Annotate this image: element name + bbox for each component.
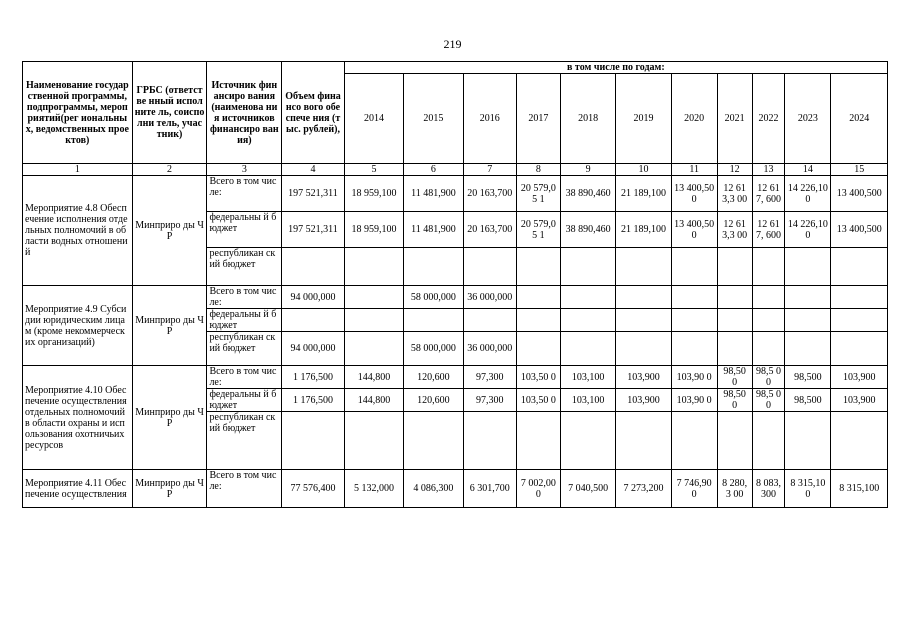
header-volume: Объем финансо вого обеспече ния (тыс. рублей), xyxy=(282,62,345,164)
grbs-cell: Минприро ды ЧР xyxy=(132,286,207,366)
year-value-cell xyxy=(785,286,831,309)
year-value-cell: 20 579,05 1 xyxy=(516,212,560,248)
year-value-cell: 103,900 xyxy=(616,366,671,389)
volume-cell: 94 000,000 xyxy=(282,286,345,309)
volume-cell xyxy=(282,309,345,332)
source-cell: Всего в том числе: xyxy=(207,470,282,508)
column-number: 2 xyxy=(132,164,207,176)
year-value-cell xyxy=(831,248,888,286)
year-value-cell: 21 189,100 xyxy=(616,212,671,248)
year-value-cell: 120,600 xyxy=(404,389,463,412)
volume-cell: 197 521,311 xyxy=(282,176,345,212)
year-value-cell: 38 890,460 xyxy=(560,212,615,248)
year-value-cell: 103,900 xyxy=(831,366,888,389)
year-value-cell xyxy=(717,309,752,332)
year-value-cell xyxy=(516,332,560,366)
year-value-cell: 98,500 xyxy=(785,366,831,389)
year-value-cell: 13 400,500 xyxy=(831,212,888,248)
year-value-cell: 20 163,700 xyxy=(463,212,516,248)
source-cell: Всего в том числе: xyxy=(207,366,282,389)
volume-cell xyxy=(282,412,345,470)
header-year: 2024 xyxy=(831,74,888,164)
header-year: 2020 xyxy=(671,74,717,164)
year-value-cell: 11 481,900 xyxy=(404,176,463,212)
year-value-cell xyxy=(785,412,831,470)
header-year: 2018 xyxy=(560,74,615,164)
column-number: 9 xyxy=(560,164,615,176)
year-value-cell: 98,500 xyxy=(785,389,831,412)
year-value-cell: 38 890,460 xyxy=(560,176,615,212)
column-number: 4 xyxy=(282,164,345,176)
year-value-cell xyxy=(344,412,403,470)
year-value-cell: 103,50 0 xyxy=(516,366,560,389)
column-number: 1 xyxy=(23,164,133,176)
header-year: 2021 xyxy=(717,74,752,164)
year-value-cell: 144,800 xyxy=(344,366,403,389)
table-row xyxy=(23,470,888,508)
year-value-cell xyxy=(560,332,615,366)
year-value-cell xyxy=(671,309,717,332)
year-value-cell xyxy=(831,309,888,332)
header-year: 2017 xyxy=(516,74,560,164)
year-value-cell: 13 400,500 xyxy=(831,176,888,212)
page-number: 219 xyxy=(443,37,462,51)
year-value-cell: 103,90 0 xyxy=(671,366,717,389)
measure-name: Мероприятие 4.10 Обеспечение осуществления отдельных полномочий в области охраны и использования охотничьих ресурсов xyxy=(23,366,133,470)
year-value-cell: 36 000,000 xyxy=(463,286,516,309)
year-value-cell xyxy=(344,286,403,309)
column-number: 14 xyxy=(785,164,831,176)
column-number: 15 xyxy=(831,164,888,176)
volume-cell: 94 000,000 xyxy=(282,332,345,366)
source-cell: Всего в том числе: xyxy=(207,176,282,212)
column-number: 6 xyxy=(404,164,463,176)
year-value-cell: 12 613,3 00 xyxy=(717,176,752,212)
header-year: 2015 xyxy=(404,74,463,164)
column-number: 13 xyxy=(752,164,785,176)
header-year: 2014 xyxy=(344,74,403,164)
year-value-cell: 13 400,50 0 xyxy=(671,176,717,212)
year-value-cell xyxy=(717,248,752,286)
year-value-cell: 103,50 0 xyxy=(516,389,560,412)
header-year: 2016 xyxy=(463,74,516,164)
year-value-cell xyxy=(831,286,888,309)
year-value-cell xyxy=(752,412,785,470)
year-value-cell: 5 132,000 xyxy=(344,470,403,508)
measure-name: Мероприятие 4.11 Обеспечение осуществления xyxy=(23,470,133,508)
year-value-cell xyxy=(752,248,785,286)
measure-name: Мероприятие 4.8 Обеспечение исполнения отдельных полномочий в области водных отношений xyxy=(23,176,133,286)
year-value-cell xyxy=(752,309,785,332)
year-value-cell: 7 040,500 xyxy=(560,470,615,508)
volume-cell: 197 521,311 xyxy=(282,212,345,248)
year-value-cell xyxy=(671,332,717,366)
column-number: 11 xyxy=(671,164,717,176)
year-value-cell: 14 226,10 0 xyxy=(785,176,831,212)
source-cell: республикан ский бюджет xyxy=(207,412,282,470)
year-value-cell: 11 481,900 xyxy=(404,212,463,248)
volume-cell: 1 176,500 xyxy=(282,366,345,389)
year-value-cell: 6 301,700 xyxy=(463,470,516,508)
year-value-cell xyxy=(344,332,403,366)
year-value-cell: 98,5 00 xyxy=(752,389,785,412)
year-value-cell: 58 000,000 xyxy=(404,286,463,309)
year-value-cell: 12 617, 600 xyxy=(752,176,785,212)
volume-cell: 77 576,400 xyxy=(282,470,345,508)
header-name: Наименование государственной программы, подпрограммы, мероприятий(рег иональных, ведомственных проектов) xyxy=(23,62,133,164)
year-value-cell: 8 315,100 xyxy=(831,470,888,508)
year-value-cell xyxy=(671,286,717,309)
source-cell: федеральны й бюджет xyxy=(207,309,282,332)
header-by-years: в том числе по годам: xyxy=(344,62,887,74)
year-value-cell xyxy=(516,286,560,309)
year-value-cell: 7 273,200 xyxy=(616,470,671,508)
year-value-cell: 4 086,300 xyxy=(404,470,463,508)
year-value-cell: 98,50 0 xyxy=(717,366,752,389)
grbs-cell: Минприро ды ЧР xyxy=(132,176,207,286)
volume-cell xyxy=(282,248,345,286)
source-cell: федеральны й бюджет xyxy=(207,212,282,248)
year-value-cell: 18 959,100 xyxy=(344,212,403,248)
year-value-cell xyxy=(463,412,516,470)
source-cell: федеральны й бюджет xyxy=(207,389,282,412)
year-value-cell: 58 000,000 xyxy=(404,332,463,366)
header-source: Источник финансиро вания (наименова ния источников финансиро вания) xyxy=(207,62,282,164)
year-value-cell xyxy=(616,309,671,332)
year-value-cell xyxy=(463,248,516,286)
year-value-cell: 103,900 xyxy=(831,389,888,412)
year-value-cell: 144,800 xyxy=(344,389,403,412)
year-value-cell xyxy=(717,412,752,470)
year-value-cell: 120,600 xyxy=(404,366,463,389)
column-number: 7 xyxy=(463,164,516,176)
year-value-cell: 7 002,00 0 xyxy=(516,470,560,508)
header-grbs: ГРБС (ответстве нный исполните ль, соисполни тель, участник) xyxy=(132,62,207,164)
year-value-cell: 98,5 00 xyxy=(752,366,785,389)
column-number: 5 xyxy=(344,164,403,176)
measure-name: Мероприятие 4.9 Субсидии юридическим лицам (кроме некоммерческих организаций) xyxy=(23,286,133,366)
column-number: 8 xyxy=(516,164,560,176)
year-value-cell xyxy=(344,248,403,286)
column-number: 3 xyxy=(207,164,282,176)
year-value-cell: 8 280,3 00 xyxy=(717,470,752,508)
year-value-cell: 103,100 xyxy=(560,389,615,412)
year-value-cell: 21 189,100 xyxy=(616,176,671,212)
year-value-cell: 12 617, 600 xyxy=(752,212,785,248)
grbs-cell: Минприро ды ЧР xyxy=(132,470,207,508)
year-value-cell xyxy=(785,309,831,332)
header-year: 2023 xyxy=(785,74,831,164)
table-row xyxy=(23,176,888,212)
year-value-cell xyxy=(785,332,831,366)
year-value-cell: 97,300 xyxy=(463,366,516,389)
year-value-cell: 13 400,50 0 xyxy=(671,212,717,248)
source-cell: республикан ский бюджет xyxy=(207,332,282,366)
year-value-cell xyxy=(785,248,831,286)
year-value-cell: 8 083, 300 xyxy=(752,470,785,508)
year-value-cell xyxy=(671,248,717,286)
table-row xyxy=(23,366,888,389)
year-value-cell: 97,300 xyxy=(463,389,516,412)
year-value-cell: 12 613,3 00 xyxy=(717,212,752,248)
year-value-cell xyxy=(831,332,888,366)
year-value-cell: 14 226,10 0 xyxy=(785,212,831,248)
year-value-cell xyxy=(752,286,785,309)
year-value-cell xyxy=(404,412,463,470)
year-value-cell xyxy=(516,412,560,470)
year-value-cell xyxy=(516,248,560,286)
year-value-cell xyxy=(463,309,516,332)
year-value-cell xyxy=(560,412,615,470)
year-value-cell: 20 163,700 xyxy=(463,176,516,212)
year-value-cell: 7 746,90 0 xyxy=(671,470,717,508)
year-value-cell xyxy=(404,309,463,332)
source-cell: Всего в том числе: xyxy=(207,286,282,309)
year-value-cell xyxy=(671,412,717,470)
year-value-cell: 20 579,05 1 xyxy=(516,176,560,212)
year-value-cell xyxy=(560,286,615,309)
year-value-cell xyxy=(516,309,560,332)
header-year: 2019 xyxy=(616,74,671,164)
year-value-cell xyxy=(616,286,671,309)
year-value-cell: 103,900 xyxy=(616,389,671,412)
column-number: 10 xyxy=(616,164,671,176)
year-value-cell xyxy=(717,286,752,309)
year-value-cell xyxy=(616,332,671,366)
header-year: 2022 xyxy=(752,74,785,164)
year-value-cell: 98,50 0 xyxy=(717,389,752,412)
source-cell: республикан ский бюджет xyxy=(207,248,282,286)
year-value-cell xyxy=(404,248,463,286)
year-value-cell xyxy=(616,248,671,286)
year-value-cell xyxy=(717,332,752,366)
year-value-cell xyxy=(616,412,671,470)
year-value-cell xyxy=(831,412,888,470)
year-value-cell: 18 959,100 xyxy=(344,176,403,212)
year-value-cell xyxy=(752,332,785,366)
financing-table xyxy=(22,61,888,508)
year-value-cell: 103,100 xyxy=(560,366,615,389)
table-row xyxy=(23,286,888,309)
year-value-cell xyxy=(344,309,403,332)
grbs-cell: Минприро ды ЧР xyxy=(132,366,207,470)
year-value-cell xyxy=(560,248,615,286)
year-value-cell xyxy=(560,309,615,332)
column-number: 12 xyxy=(717,164,752,176)
year-value-cell: 36 000,000 xyxy=(463,332,516,366)
volume-cell: 1 176,500 xyxy=(282,389,345,412)
year-value-cell: 103,90 0 xyxy=(671,389,717,412)
year-value-cell: 8 315,10 0 xyxy=(785,470,831,508)
